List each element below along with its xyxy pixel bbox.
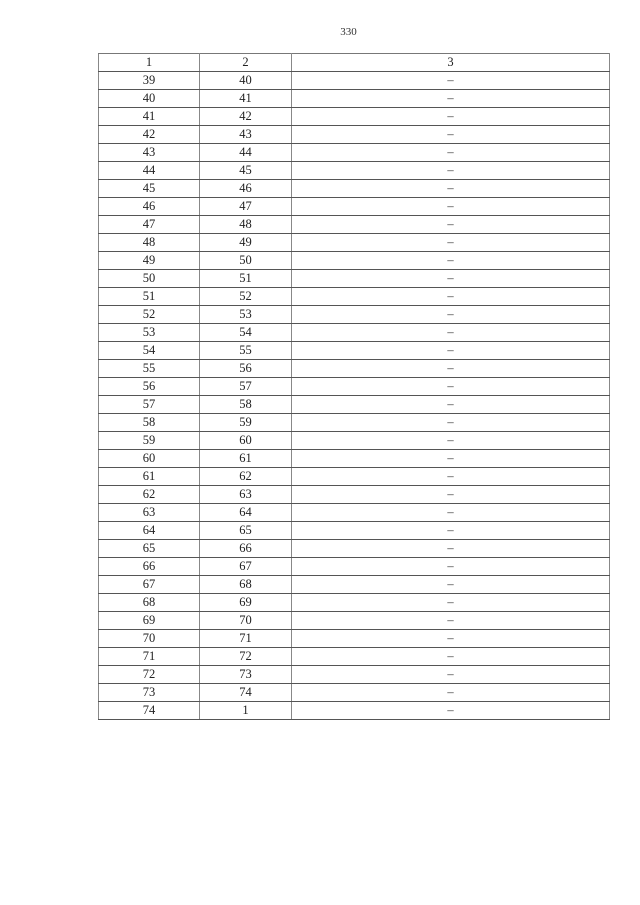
table-cell-col-3: – xyxy=(292,522,610,540)
table-cell-col-1: 48 xyxy=(99,234,200,252)
table-cell-col-3: – xyxy=(292,324,610,342)
table-cell-col-2: 50 xyxy=(200,252,292,270)
table-cell-col-2: 56 xyxy=(200,360,292,378)
table-cell-col-3: – xyxy=(292,234,610,252)
table-cell-col-1: 70 xyxy=(99,630,200,648)
table-cell-col-2: 59 xyxy=(200,414,292,432)
table-row xyxy=(99,432,610,450)
table-cell-col-2: 65 xyxy=(200,522,292,540)
table-cell-col-1: 61 xyxy=(99,468,200,486)
table-cell-col-3: – xyxy=(292,270,610,288)
table-row xyxy=(99,288,610,306)
table-cell-col-3: – xyxy=(292,486,610,504)
table-row xyxy=(99,522,610,540)
table-cell-col-2: 60 xyxy=(200,432,292,450)
column-header-3: 3 xyxy=(292,54,610,72)
table-cell-col-2: 61 xyxy=(200,450,292,468)
table-cell-col-3: – xyxy=(292,288,610,306)
table-cell-col-2: 1 xyxy=(200,702,292,720)
table-cell-col-3: – xyxy=(292,702,610,720)
table-cell-col-1: 68 xyxy=(99,594,200,612)
table-row xyxy=(99,72,610,90)
table-cell-col-2: 57 xyxy=(200,378,292,396)
table-cell-col-2: 74 xyxy=(200,684,292,702)
table-cell-col-1: 52 xyxy=(99,306,200,324)
table-row xyxy=(99,702,610,720)
table-cell-col-3: – xyxy=(292,612,610,630)
table-cell-col-3: – xyxy=(292,108,610,126)
table-cell-col-3: – xyxy=(292,252,610,270)
table-row xyxy=(99,306,610,324)
table-row xyxy=(99,360,610,378)
table-cell-col-1: 63 xyxy=(99,504,200,522)
table-cell-col-3: – xyxy=(292,450,610,468)
table-cell-col-3: – xyxy=(292,432,610,450)
table-cell-col-1: 59 xyxy=(99,432,200,450)
table-cell-col-3: – xyxy=(292,360,610,378)
table-row xyxy=(99,270,610,288)
table-row xyxy=(99,252,610,270)
table-row xyxy=(99,648,610,666)
table-cell-col-2: 69 xyxy=(200,594,292,612)
table-cell-col-2: 42 xyxy=(200,108,292,126)
table-row xyxy=(99,324,610,342)
table-row xyxy=(99,378,610,396)
table-row xyxy=(99,144,610,162)
table-row xyxy=(99,504,610,522)
table-row xyxy=(99,630,610,648)
table-cell-col-3: – xyxy=(292,648,610,666)
page-number: 330 xyxy=(340,26,357,38)
table-row xyxy=(99,666,610,684)
table-row xyxy=(99,126,610,144)
table-header-row xyxy=(99,54,610,72)
table-cell-col-3: – xyxy=(292,630,610,648)
table-row xyxy=(99,594,610,612)
table-cell-col-2: 66 xyxy=(200,540,292,558)
table-cell-col-2: 58 xyxy=(200,396,292,414)
table-row xyxy=(99,540,610,558)
table-cell-col-1: 56 xyxy=(99,378,200,396)
table-cell-col-1: 50 xyxy=(99,270,200,288)
table-cell-col-1: 73 xyxy=(99,684,200,702)
table-cell-col-2: 54 xyxy=(200,324,292,342)
table-cell-col-3: – xyxy=(292,468,610,486)
table-cell-col-2: 43 xyxy=(200,126,292,144)
table-cell-col-1: 64 xyxy=(99,522,200,540)
table-cell-col-2: 72 xyxy=(200,648,292,666)
data-table xyxy=(98,53,610,720)
table-cell-col-2: 55 xyxy=(200,342,292,360)
table-cell-col-2: 45 xyxy=(200,162,292,180)
table-cell-col-2: 70 xyxy=(200,612,292,630)
table-row xyxy=(99,234,610,252)
table-cell-col-3: – xyxy=(292,144,610,162)
table-cell-col-1: 67 xyxy=(99,576,200,594)
table-cell-col-3: – xyxy=(292,558,610,576)
table-cell-col-1: 44 xyxy=(99,162,200,180)
table-row xyxy=(99,468,610,486)
table-row xyxy=(99,180,610,198)
table-cell-col-3: – xyxy=(292,180,610,198)
table-row xyxy=(99,108,610,126)
table-cell-col-2: 44 xyxy=(200,144,292,162)
table-cell-col-1: 69 xyxy=(99,612,200,630)
table-cell-col-1: 41 xyxy=(99,108,200,126)
table-cell-col-1: 62 xyxy=(99,486,200,504)
table-cell-col-1: 71 xyxy=(99,648,200,666)
table-cell-col-3: – xyxy=(292,414,610,432)
table-cell-col-1: 42 xyxy=(99,126,200,144)
table-cell-col-2: 48 xyxy=(200,216,292,234)
table-cell-col-3: – xyxy=(292,540,610,558)
table-cell-col-3: – xyxy=(292,378,610,396)
table-row xyxy=(99,342,610,360)
table-cell-col-1: 74 xyxy=(99,702,200,720)
table-cell-col-1: 46 xyxy=(99,198,200,216)
table-row xyxy=(99,414,610,432)
table-cell-col-1: 49 xyxy=(99,252,200,270)
table-row xyxy=(99,90,610,108)
table-cell-col-1: 58 xyxy=(99,414,200,432)
table-row xyxy=(99,486,610,504)
table-cell-col-1: 51 xyxy=(99,288,200,306)
table-cell-col-1: 60 xyxy=(99,450,200,468)
table-row xyxy=(99,576,610,594)
table-body xyxy=(99,72,610,720)
table-row xyxy=(99,396,610,414)
table-cell-col-1: 54 xyxy=(99,342,200,360)
table-cell-col-1: 45 xyxy=(99,180,200,198)
table-row xyxy=(99,558,610,576)
table-cell-col-2: 63 xyxy=(200,486,292,504)
table-cell-col-1: 55 xyxy=(99,360,200,378)
table-cell-col-2: 53 xyxy=(200,306,292,324)
table-cell-col-2: 51 xyxy=(200,270,292,288)
table-cell-col-1: 53 xyxy=(99,324,200,342)
table-cell-col-1: 65 xyxy=(99,540,200,558)
table-cell-col-2: 68 xyxy=(200,576,292,594)
table-cell-col-1: 66 xyxy=(99,558,200,576)
table-cell-col-1: 43 xyxy=(99,144,200,162)
table-cell-col-2: 67 xyxy=(200,558,292,576)
table-cell-col-2: 47 xyxy=(200,198,292,216)
table-cell-col-3: – xyxy=(292,72,610,90)
table-row xyxy=(99,198,610,216)
table-cell-col-3: – xyxy=(292,396,610,414)
table-cell-col-1: 72 xyxy=(99,666,200,684)
table-cell-col-3: – xyxy=(292,216,610,234)
table-cell-col-3: – xyxy=(292,504,610,522)
table-cell-col-2: 41 xyxy=(200,90,292,108)
table-cell-col-2: 49 xyxy=(200,234,292,252)
table-row xyxy=(99,612,610,630)
table-cell-col-1: 47 xyxy=(99,216,200,234)
table-cell-col-3: – xyxy=(292,666,610,684)
table-cell-col-2: 52 xyxy=(200,288,292,306)
table-cell-col-3: – xyxy=(292,684,610,702)
table-row xyxy=(99,162,610,180)
table-cell-col-3: – xyxy=(292,306,610,324)
column-header-1: 1 xyxy=(99,54,200,72)
column-header-2: 2 xyxy=(200,54,292,72)
table-cell-col-3: – xyxy=(292,594,610,612)
table-cell-col-3: – xyxy=(292,576,610,594)
table-cell-col-1: 40 xyxy=(99,90,200,108)
table-row xyxy=(99,450,610,468)
table-cell-col-2: 46 xyxy=(200,180,292,198)
table-cell-col-2: 40 xyxy=(200,72,292,90)
table-cell-col-3: – xyxy=(292,126,610,144)
table-cell-col-2: 71 xyxy=(200,630,292,648)
table-cell-col-3: – xyxy=(292,90,610,108)
table-cell-col-3: – xyxy=(292,342,610,360)
table-cell-col-2: 64 xyxy=(200,504,292,522)
table-row xyxy=(99,216,610,234)
table-cell-col-3: – xyxy=(292,162,610,180)
table-cell-col-2: 73 xyxy=(200,666,292,684)
table-cell-col-2: 62 xyxy=(200,468,292,486)
table-row xyxy=(99,684,610,702)
table-cell-col-3: – xyxy=(292,198,610,216)
table-cell-col-1: 39 xyxy=(99,72,200,90)
table-cell-col-1: 57 xyxy=(99,396,200,414)
